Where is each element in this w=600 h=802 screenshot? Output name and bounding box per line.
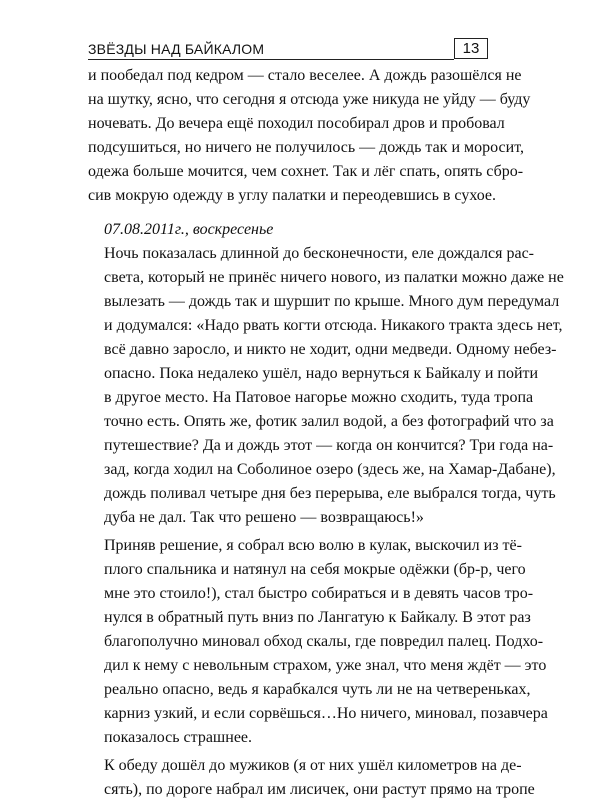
book-title: ЗВЁЗДЫ НАД БАЙКАЛОМ xyxy=(88,41,265,57)
text-line: на шутку, ясно, что сегодня я отсюда уже никуда не уйду — буду xyxy=(88,91,531,108)
text-line: всё давно заросло, и никто не ходит, одни медведи. Одному небез- xyxy=(104,341,557,358)
text-line: Ночь показалась длинной до бесконечности, еле дождался рас- xyxy=(104,245,535,262)
text-line: света, который не принёс ничего нового, из палатки можно даже не xyxy=(104,269,564,286)
text-line: плого спальника и натянул на себя мокрые одёжки (бр-р, чего xyxy=(104,561,526,578)
text-line: реально опасно, ведь я карабкался чуть ли не на четвереньках, xyxy=(104,681,531,698)
text-line: путешествие? Да и дождь этот — когда он кончится? Три года на- xyxy=(104,437,554,454)
text-line: К обеду дошёл до мужиков (я от них ушёл километров на де- xyxy=(104,757,522,774)
body-text xyxy=(88,64,564,802)
text-line: и додумался: «Надо рвать когти отсюда. Никакого тракта здесь нет, xyxy=(104,317,563,334)
text-line: показалось страшнее. xyxy=(104,729,253,746)
text-line: сив мокрую одежду в углу палатки и переодевшись в сухое. xyxy=(88,187,497,204)
text-line: мне это стоило!), стал быстро собираться и в девять часов тро- xyxy=(104,585,534,602)
paragraph-3 xyxy=(88,534,548,750)
text-line: нулся в обратный путь вниз по Лангатую к Байкалу. В этот раз xyxy=(104,609,531,626)
text-line: дождь поливал четыре дня без перерыва, еле выбрался тогда, чуть xyxy=(104,485,556,502)
header-rule xyxy=(88,59,454,60)
text-line: в другое место. На Патовое нагорье можно сходить, туда тропа xyxy=(104,389,534,406)
paragraph-2 xyxy=(88,242,564,530)
text-line: зад, когда ходил на Соболиное озеро (здесь же, на Хамар-Дабане), xyxy=(104,461,556,478)
text-line: сять), по дороге набрал им лисичек, они растут прямо на тропе xyxy=(104,781,535,798)
text-line: одежа больше мочится, чем сохнет. Так и лёг спать, опять сбро- xyxy=(88,163,524,180)
text-line: вылезать — дождь так и шуршит по крыше. Много дум передумал xyxy=(104,293,560,310)
text-line: ночевать. До вечера ещё походил пособирал дров и пробовал xyxy=(88,115,505,132)
text-line: карниз узкий, и если сорвёшься…Но ничего, миновал, позавчера xyxy=(104,705,548,722)
text-line: благополучно миновал обход скалы, где повредил палец. Подхо- xyxy=(104,633,544,650)
text-line: дуба не дал. Так что решено — возвращаюсь!» xyxy=(104,509,424,526)
diary-entry-date: 07.08.2011г., воскресенье xyxy=(104,221,274,238)
text-line: и пообедал под кедром — стало веселее. А дождь разошёлся не xyxy=(88,67,522,84)
text-line: точно есть. Опять же, фотик залил водой, а без фотографий что за xyxy=(104,413,554,430)
text-line: опасно. Пока недалеко ушёл, надо вернуться к Байкалу и пойти xyxy=(104,365,539,382)
text-line: Приняв решение, я собрал всю волю в кулак, выскочил из тё- xyxy=(104,537,522,554)
paragraph-4 xyxy=(88,754,535,802)
page-number: 13 xyxy=(454,38,488,59)
text-line: дил к нему с невольным страхом, уже знал, что меня ждёт — это xyxy=(104,657,547,674)
text-line: подсушиться, но ничего не получилось — дождь так и моросит, xyxy=(88,139,524,156)
paragraph-1 xyxy=(88,64,531,208)
running-header xyxy=(88,38,490,62)
